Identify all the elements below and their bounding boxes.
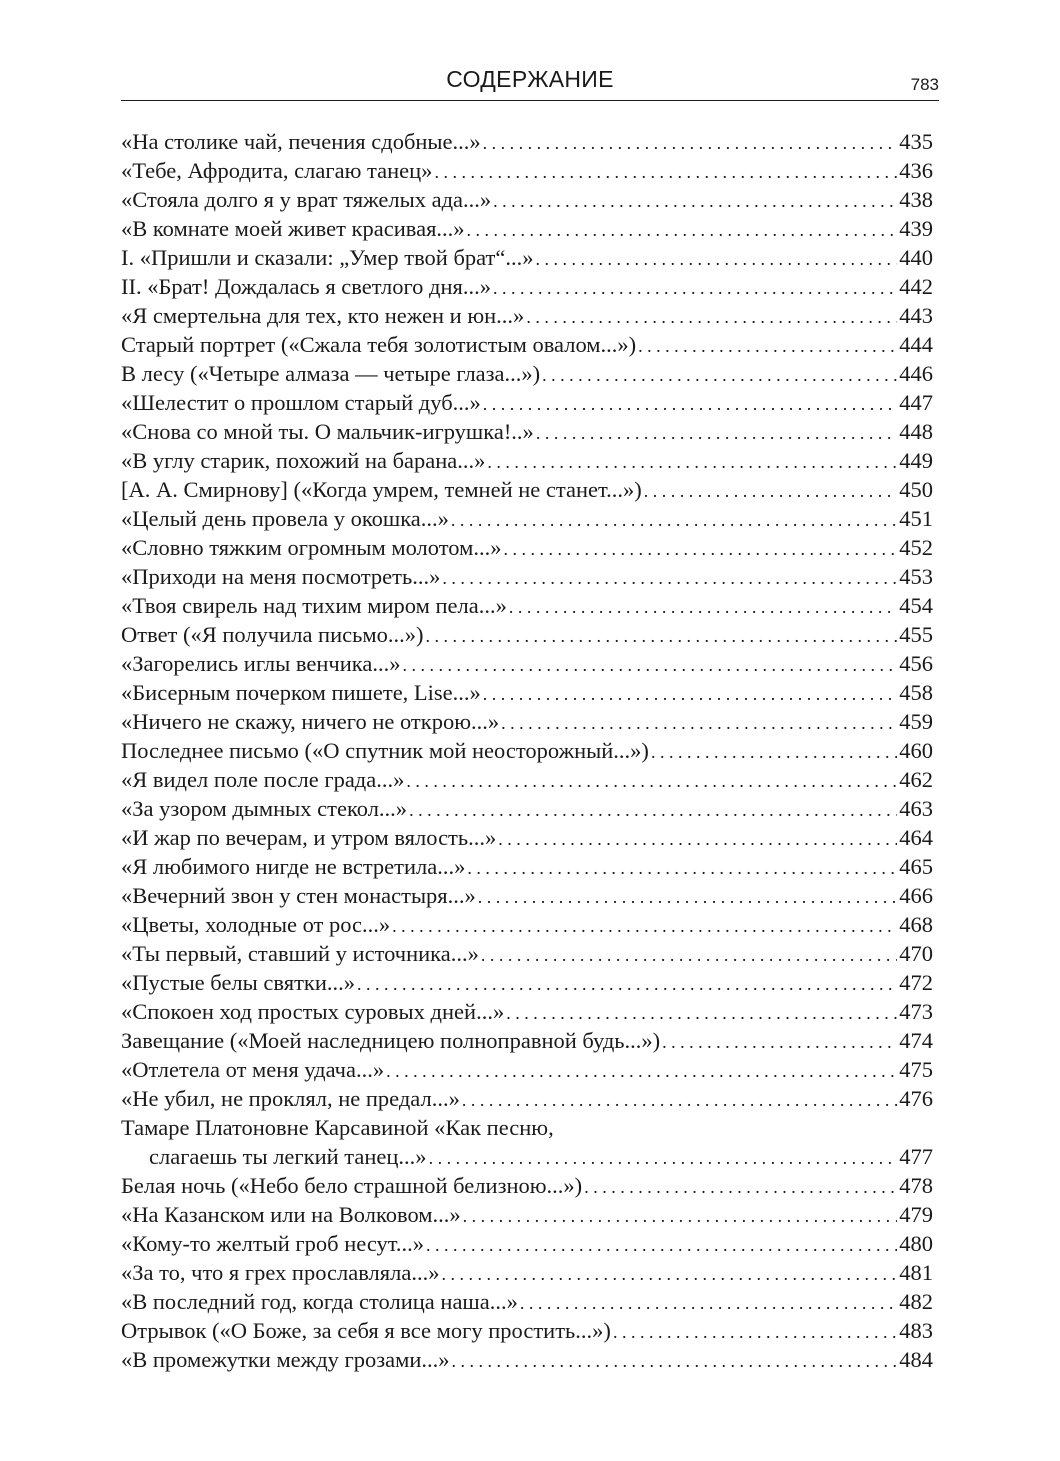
toc-entry-title: II. «Брат! Дождалась я светлого дня...» (121, 274, 492, 299)
toc-entry-title: Отрывок («О Боже, за себя я все могу простить...») (121, 1318, 611, 1343)
toc-entry-title: «В последний год, когда столица наша...» (121, 1289, 518, 1314)
toc-entry-title: «Словно тяжким огромным молотом...» (121, 535, 502, 560)
dot-leader (442, 564, 897, 593)
toc-entry-title: «Я смертельна для тех, кто нежен и юн...» (121, 303, 525, 328)
toc-entry (121, 1171, 933, 1200)
toc-entry-title: «Вечерний звон у стен монастыря...» (121, 883, 476, 908)
toc-entry-page: 443 (899, 303, 933, 328)
toc-entry (121, 1316, 933, 1345)
toc-entry-wrapped-first-line: Тамаре Платоновне Карсавиной «Как песню, (121, 1115, 554, 1140)
toc-entry (121, 475, 933, 504)
toc-entry-title: слагаешь ты легкий танец...» (149, 1144, 427, 1169)
toc-entry-title: «Ты первый, ставший у источника...» (121, 941, 479, 966)
toc-entry-title: «Кому-то желтый гроб несут...» (121, 1231, 425, 1256)
toc-entry-title: Завещание («Моей наследницею полноправной будь...») (121, 1028, 661, 1053)
toc-entry (121, 881, 933, 910)
toc-entry-page: 455 (899, 622, 933, 647)
dot-leader (392, 912, 897, 941)
toc-entry-title: «Шелестит о прошлом старый дуб...» (121, 390, 481, 415)
toc-entry-title: «В промежутки между грозами...» (121, 1347, 450, 1372)
toc-entry-title: «Бисерным почерком пишете, Lise...» (121, 680, 481, 705)
toc-entry-title: «Снова со мной ты. О мальчик-игрушка!..» (121, 419, 534, 444)
toc-entry (121, 1055, 933, 1084)
toc-entry (121, 1200, 933, 1229)
dot-leader (584, 1173, 897, 1202)
toc-entry (121, 301, 933, 330)
toc-entry-title: «На столике чай, печения сдобные...» (121, 129, 481, 154)
dot-leader (483, 390, 897, 419)
toc-entry-title: Ответ («Я получила письмо...») (121, 622, 424, 647)
toc-entry (121, 214, 933, 243)
toc-entry-title: «И жар по вечерам, и утром вялость...» (121, 825, 497, 850)
section-title: СОДЕРЖАНИЕ (446, 66, 614, 92)
toc-entry-title: «В углу старик, похожий на барана...» (121, 448, 486, 473)
dot-leader (462, 1086, 897, 1115)
toc-entry-title: «Цветы, холодные от рос...» (121, 912, 391, 937)
toc-entry-title: «За то, что я грех прославляла...» (121, 1260, 440, 1285)
toc-entry (121, 1229, 933, 1258)
toc-entry (121, 765, 933, 794)
toc-entry (121, 417, 933, 446)
table-of-contents (121, 127, 933, 1374)
toc-entry-page: 463 (899, 796, 933, 821)
toc-entry-page: 451 (899, 506, 933, 531)
dot-leader (386, 1057, 897, 1086)
toc-entry (121, 649, 933, 678)
dot-leader (542, 361, 897, 390)
toc-entry-page: 475 (899, 1057, 933, 1082)
toc-entry-title: В лесу («Четыре алмаза — четыре глаза...») (121, 361, 541, 386)
toc-entry (121, 156, 933, 185)
dot-leader (644, 477, 897, 506)
toc-entry-title: «Целый день провела у окошка...» (121, 506, 449, 531)
toc-entry-page: 468 (899, 912, 933, 937)
toc-entry-page: 473 (899, 999, 933, 1024)
toc-entry-page: 439 (899, 216, 933, 241)
dot-leader (662, 1028, 897, 1057)
dot-leader (467, 216, 898, 245)
toc-entry-page: 482 (899, 1289, 933, 1314)
toc-entry (121, 243, 933, 272)
toc-entry (121, 852, 933, 881)
toc-entry (121, 1142, 933, 1171)
toc-entry-page: 448 (899, 419, 933, 444)
dot-leader (441, 1260, 897, 1289)
dot-leader (452, 1347, 898, 1376)
toc-entry (121, 997, 933, 1026)
toc-entry-title: Последнее письмо («О спутник мой неосторожный...») (121, 738, 649, 763)
toc-entry-title: «Тебе, Афродита, слагаю танец» (121, 158, 433, 183)
toc-entry-page: 459 (899, 709, 933, 734)
toc-entry-page: 462 (899, 767, 933, 792)
toc-entry-page: 456 (899, 651, 933, 676)
dot-leader (503, 535, 897, 564)
dot-leader (467, 854, 897, 883)
toc-entry-page: 476 (899, 1086, 933, 1111)
toc-entry-title: «Стояла долго я у врат тяжелых ада...» (121, 187, 492, 212)
dot-leader (478, 883, 897, 912)
toc-entry-title: «Твоя свирель над тихим миром пела...» (121, 593, 507, 618)
toc-entry (121, 562, 933, 591)
toc-entry-title: «Не убил, не проклял, не предал...» (121, 1086, 460, 1111)
page-number: 783 (910, 75, 939, 94)
toc-entry (121, 591, 933, 620)
toc-entry-page: 452 (899, 535, 933, 560)
dot-leader (402, 651, 897, 680)
dot-leader (651, 738, 897, 767)
toc-entry-page: 460 (899, 738, 933, 763)
dot-leader (613, 1318, 897, 1347)
toc-entry-page: 481 (899, 1260, 933, 1285)
dot-leader (463, 1202, 898, 1231)
toc-entry-page: 454 (899, 593, 933, 618)
toc-entry (121, 388, 933, 417)
dot-leader (434, 158, 897, 187)
toc-entry-page: 479 (899, 1202, 933, 1227)
dot-leader (520, 1289, 897, 1318)
toc-entry-page: 466 (899, 883, 933, 908)
dot-leader (509, 593, 897, 622)
toc-entry-page: 442 (899, 274, 933, 299)
dot-leader (498, 825, 897, 854)
dot-leader (357, 970, 897, 999)
toc-entry-page: 477 (899, 1144, 933, 1169)
toc-entry-page: 472 (899, 970, 933, 995)
dot-leader (483, 680, 897, 709)
toc-entry-page: 436 (899, 158, 933, 183)
dot-leader (536, 245, 898, 274)
toc-entry (121, 533, 933, 562)
toc-entry-page: 447 (899, 390, 933, 415)
toc-entry-page: 453 (899, 564, 933, 589)
dot-leader (426, 622, 898, 651)
toc-entry (121, 736, 933, 765)
dot-leader (493, 274, 897, 303)
toc-entry-title: «Ничего не скажу, ничего не открою...» (121, 709, 500, 734)
dot-leader (506, 999, 897, 1028)
dot-leader (451, 506, 897, 535)
dot-leader (638, 332, 897, 361)
toc-entry-page: 435 (899, 129, 933, 154)
dot-leader (426, 1231, 897, 1260)
toc-entry-title: «Я любимого нигде не встретила...» (121, 854, 466, 879)
toc-entry (121, 1026, 933, 1055)
toc-entry-page: 480 (899, 1231, 933, 1256)
toc-entry (121, 1084, 933, 1113)
toc-entry-title: «Пустые белы святки...» (121, 970, 355, 995)
dot-leader (487, 448, 897, 477)
toc-entry-page: 446 (899, 361, 933, 386)
dot-leader (526, 303, 897, 332)
toc-entry (121, 620, 933, 649)
toc-entry (121, 678, 933, 707)
toc-entry-title: «Спокоен ход простых суровых дней...» (121, 999, 505, 1024)
toc-entry-page: 440 (899, 245, 933, 270)
toc-entry-page: 458 (899, 680, 933, 705)
toc-entry-title: «В комнате моей живет красивая...» (121, 216, 465, 241)
toc-entry (121, 330, 933, 359)
toc-entry-page: 465 (899, 854, 933, 879)
toc-entry (121, 272, 933, 301)
dot-leader (409, 796, 897, 825)
toc-entry-title: «Я видел поле после града...» (121, 767, 405, 792)
toc-entry-title: [А. А. Смирнову] («Когда умрем, темней не станет...») (121, 477, 642, 502)
toc-entry-title: «Отлетела от меня удача...» (121, 1057, 385, 1082)
toc-entry-page: 474 (899, 1028, 933, 1053)
dot-leader (481, 941, 897, 970)
dot-leader (536, 419, 897, 448)
toc-entry-page: 464 (899, 825, 933, 850)
toc-entry (121, 504, 933, 533)
toc-entry-title: Белая ночь («Небо бело страшной белизною...») (121, 1173, 583, 1198)
toc-entry-page: 449 (899, 448, 933, 473)
toc-entry-title: Старый портрет («Сжала тебя золотистым овалом...») (121, 332, 637, 357)
toc-entry-title: «На Казанском или на Волковом...» (121, 1202, 461, 1227)
toc-entry-page: 438 (899, 187, 933, 212)
toc-entry-page: 450 (899, 477, 933, 502)
toc-entry (121, 794, 933, 823)
toc-entry-page: 444 (899, 332, 933, 357)
toc-entry-title: «Загорелись иглы венчика...» (121, 651, 401, 676)
running-header (121, 64, 939, 101)
toc-entry-page: 470 (899, 941, 933, 966)
toc-entry (121, 127, 933, 156)
toc-entry (121, 707, 933, 736)
toc-entry (121, 1345, 933, 1374)
toc-entry (121, 1287, 933, 1316)
toc-entry-title: I. «Пришли и сказали: „Умер твой брат“...» (121, 245, 534, 270)
toc-entry-title: «За узором дымных стекол...» (121, 796, 408, 821)
toc-entry (121, 823, 933, 852)
dot-leader (483, 129, 898, 158)
toc-entry-page: 478 (899, 1173, 933, 1198)
toc-entry-title: «Приходи на меня посмотреть...» (121, 564, 441, 589)
toc-entry (121, 939, 933, 968)
dot-leader (429, 1144, 898, 1173)
toc-entry (121, 910, 933, 939)
toc-entry-page: 483 (899, 1318, 933, 1343)
toc-entry (121, 359, 933, 388)
dot-leader (493, 187, 897, 216)
toc-entry (121, 1258, 933, 1287)
toc-entry-page: 484 (899, 1347, 933, 1372)
dot-leader (406, 767, 897, 796)
toc-entry (121, 446, 933, 475)
toc-entry (121, 968, 933, 997)
toc-entry (121, 185, 933, 214)
dot-leader (501, 709, 897, 738)
